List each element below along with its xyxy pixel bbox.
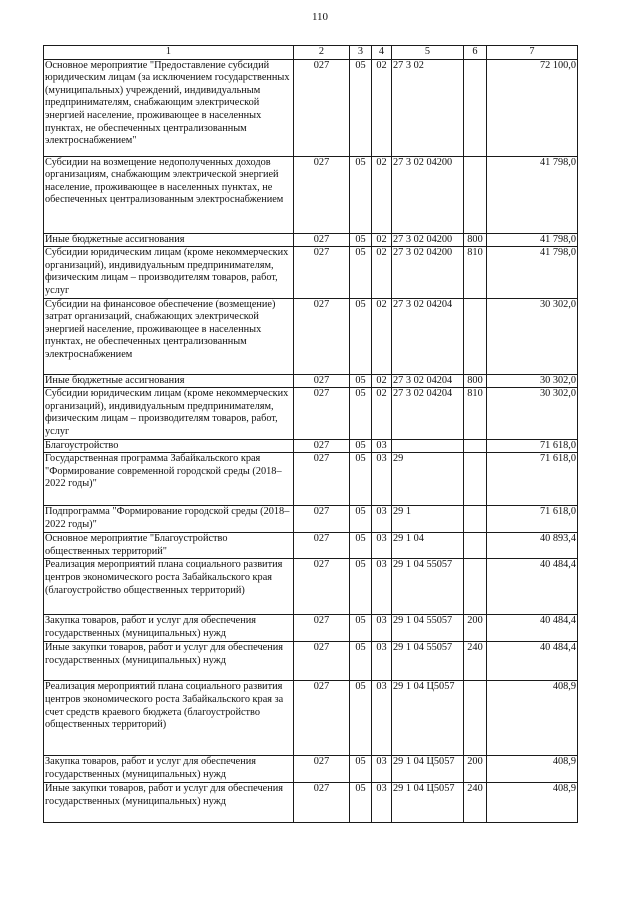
row-name: Иные закупки товаров, работ и услуг для обеспечения государственных (муниципальных) нужд: [44, 783, 294, 823]
amount: 71 618,0: [487, 453, 578, 506]
section-code: 05: [350, 559, 372, 615]
expense-type: [464, 681, 487, 756]
header-cell: 2: [294, 46, 350, 60]
section-code: 05: [350, 506, 372, 533]
table-row: [44, 506, 578, 533]
section-code: 05: [350, 388, 372, 439]
table-row: [44, 439, 578, 453]
amount: 408,9: [487, 756, 578, 783]
expense-type: [464, 298, 487, 374]
target-article: 29 1 04 Ц5057: [392, 783, 464, 823]
target-article: 27 3 02 04204: [392, 388, 464, 439]
row-name: Реализация мероприятий плана социального развития центров экономического роста Забайкальского края (благоустройство общественных территорий): [44, 559, 294, 615]
amount: 40 893,4: [487, 533, 578, 559]
subsection-code: 03: [372, 559, 392, 615]
row-name: Подпрограмма "Формирование городской среды (2018–2022 годы)": [44, 506, 294, 533]
amount: 71 618,0: [487, 439, 578, 453]
header-cell: 1: [44, 46, 294, 60]
ministry-code: 027: [294, 59, 350, 156]
subsection-code: 03: [372, 756, 392, 783]
target-article: 29 1 04 55057: [392, 615, 464, 642]
expense-type: [464, 506, 487, 533]
subsection-code: 02: [372, 233, 392, 247]
section-code: 05: [350, 439, 372, 453]
target-article: 29 1 04 55057: [392, 642, 464, 681]
ministry-code: 027: [294, 506, 350, 533]
table-row: [44, 388, 578, 439]
amount: 30 302,0: [487, 298, 578, 374]
header-cell: 3: [350, 46, 372, 60]
expense-type: [464, 453, 487, 506]
target-article: 27 3 02 04204: [392, 298, 464, 374]
amount: 41 798,0: [487, 233, 578, 247]
section-code: 05: [350, 533, 372, 559]
table-row: [44, 247, 578, 298]
target-article: 29 1 04 Ц5057: [392, 681, 464, 756]
table-row: [44, 615, 578, 642]
subsection-code: 03: [372, 439, 392, 453]
ministry-code: 027: [294, 439, 350, 453]
ministry-code: 027: [294, 388, 350, 439]
subsection-code: 03: [372, 453, 392, 506]
target-article: 29 1 04: [392, 533, 464, 559]
expense-type: 800: [464, 233, 487, 247]
target-article: 29 1: [392, 506, 464, 533]
header-cell: 6: [464, 46, 487, 60]
amount: 40 484,4: [487, 559, 578, 615]
row-name: Иные бюджетные ассигнования: [44, 374, 294, 388]
ministry-code: 027: [294, 533, 350, 559]
amount: 30 302,0: [487, 388, 578, 439]
table-row: [44, 233, 578, 247]
section-code: 05: [350, 783, 372, 823]
row-name: Иные закупки товаров, работ и услуг для обеспечения государственных (муниципальных) нужд: [44, 642, 294, 681]
row-name: Государственная программа Забайкальского края "Формирование современной городской среды (2018–2022 годы)": [44, 453, 294, 506]
row-name: Субсидии на финансовое обеспечение (возмещение) затрат организаций, снабжающих электрической энергией население, проживающее в населенных пунктах, не обеспеченных централизованным электроснабжением: [44, 298, 294, 374]
subsection-code: 02: [372, 59, 392, 156]
section-code: 05: [350, 233, 372, 247]
section-code: 05: [350, 681, 372, 756]
subsection-code: 03: [372, 783, 392, 823]
page-number: 110: [311, 11, 329, 23]
header-row: [44, 46, 578, 60]
row-name: Иные бюджетные ассигнования: [44, 233, 294, 247]
ministry-code: 027: [294, 233, 350, 247]
amount: 408,9: [487, 783, 578, 823]
expense-type: 200: [464, 756, 487, 783]
ministry-code: 027: [294, 681, 350, 756]
table-row: [44, 59, 578, 156]
section-code: 05: [350, 374, 372, 388]
target-article: 29 1 04 55057: [392, 559, 464, 615]
target-article: 27 3 02 04200: [392, 233, 464, 247]
table-row: [44, 453, 578, 506]
expense-type: 240: [464, 642, 487, 681]
amount: 408,9: [487, 681, 578, 756]
amount: 71 618,0: [487, 506, 578, 533]
table-row: [44, 374, 578, 388]
amount: 41 798,0: [487, 156, 578, 233]
expense-type: 240: [464, 783, 487, 823]
row-name: Благоустройство: [44, 439, 294, 453]
expense-type: [464, 59, 487, 156]
subsection-code: 02: [372, 156, 392, 233]
row-name: Субсидии юридическим лицам (кроме некоммерческих организаций), индивидуальным предпринимателям, физическим лицам – производителям товаров, работ, услуг: [44, 388, 294, 439]
row-name: Закупка товаров, работ и услуг для обеспечения государственных (муниципальных) нужд: [44, 756, 294, 783]
amount: 72 100,0: [487, 59, 578, 156]
ministry-code: 027: [294, 247, 350, 298]
ministry-code: 027: [294, 756, 350, 783]
target-article: 29 1 04 Ц5057: [392, 756, 464, 783]
ministry-code: 027: [294, 615, 350, 642]
target-article: 27 3 02: [392, 59, 464, 156]
expense-type: [464, 156, 487, 233]
subsection-code: 02: [372, 388, 392, 439]
target-article: 27 3 02 04200: [392, 156, 464, 233]
table-row: [44, 559, 578, 615]
section-code: 05: [350, 247, 372, 298]
amount: 41 798,0: [487, 247, 578, 298]
section-code: 05: [350, 59, 372, 156]
expense-type: 800: [464, 374, 487, 388]
ministry-code: 027: [294, 453, 350, 506]
amount: 40 484,4: [487, 642, 578, 681]
table-row: [44, 533, 578, 559]
row-name: Субсидии юридическим лицам (кроме некоммерческих организаций), индивидуальным предпринимателям, физическим лицам – производителям товаров, работ, услуг: [44, 247, 294, 298]
expense-type: 810: [464, 247, 487, 298]
subsection-code: 02: [372, 298, 392, 374]
table-row: [44, 298, 578, 374]
row-name: Субсидии на возмещение недополученных доходов организациям, снабжающим электрической энергией население, проживающее в населенных пунктах, не обеспеченных централизованным электроснабжением: [44, 156, 294, 233]
amount: 30 302,0: [487, 374, 578, 388]
table-row: [44, 783, 578, 823]
target-article: [392, 439, 464, 453]
row-name: Закупка товаров, работ и услуг для обеспечения государственных (муниципальных) нужд: [44, 615, 294, 642]
section-code: 05: [350, 298, 372, 374]
expense-type: 810: [464, 388, 487, 439]
table-row: [44, 642, 578, 681]
expense-type: [464, 533, 487, 559]
section-code: 05: [350, 615, 372, 642]
expense-type: [464, 559, 487, 615]
header-cell: 7: [487, 46, 578, 60]
ministry-code: 027: [294, 559, 350, 615]
ministry-code: 027: [294, 298, 350, 374]
row-name: Основное мероприятие "Благоустройство общественных территорий": [44, 533, 294, 559]
subsection-code: 03: [372, 615, 392, 642]
subsection-code: 02: [372, 247, 392, 298]
ministry-code: 027: [294, 156, 350, 233]
header-cell: 4: [372, 46, 392, 60]
expense-type: [464, 439, 487, 453]
expense-type: 200: [464, 615, 487, 642]
table-row: [44, 681, 578, 756]
subsection-code: 03: [372, 681, 392, 756]
subsection-code: 02: [372, 374, 392, 388]
ministry-code: 027: [294, 374, 350, 388]
row-name: Основное мероприятие "Предоставление субсидий юридическим лицам (за исключением государственных (муниципальных) учреждений, индивидуальным предпринимателям, снабжающим электрической энергией население, проживающее в населенных пунктах, не обеспеченных централизованным электроснабжением": [44, 59, 294, 156]
row-name: Реализация мероприятий плана социального развития центров экономического роста Забайкальского края за счет средств краевого бюджета (благоустройство общественных территорий): [44, 681, 294, 756]
section-code: 05: [350, 156, 372, 233]
table-row: [44, 756, 578, 783]
amount: 40 484,4: [487, 615, 578, 642]
section-code: 05: [350, 453, 372, 506]
table-row: [44, 156, 578, 233]
target-article: 27 3 02 04200: [392, 247, 464, 298]
target-article: 27 3 02 04204: [392, 374, 464, 388]
subsection-code: 03: [372, 642, 392, 681]
ministry-code: 027: [294, 642, 350, 681]
subsection-code: 03: [372, 506, 392, 533]
ministry-code: 027: [294, 783, 350, 823]
subsection-code: 03: [372, 533, 392, 559]
target-article: 29: [392, 453, 464, 506]
header-cell: 5: [392, 46, 464, 60]
section-code: 05: [350, 756, 372, 783]
budget-table: [43, 45, 578, 823]
section-code: 05: [350, 642, 372, 681]
